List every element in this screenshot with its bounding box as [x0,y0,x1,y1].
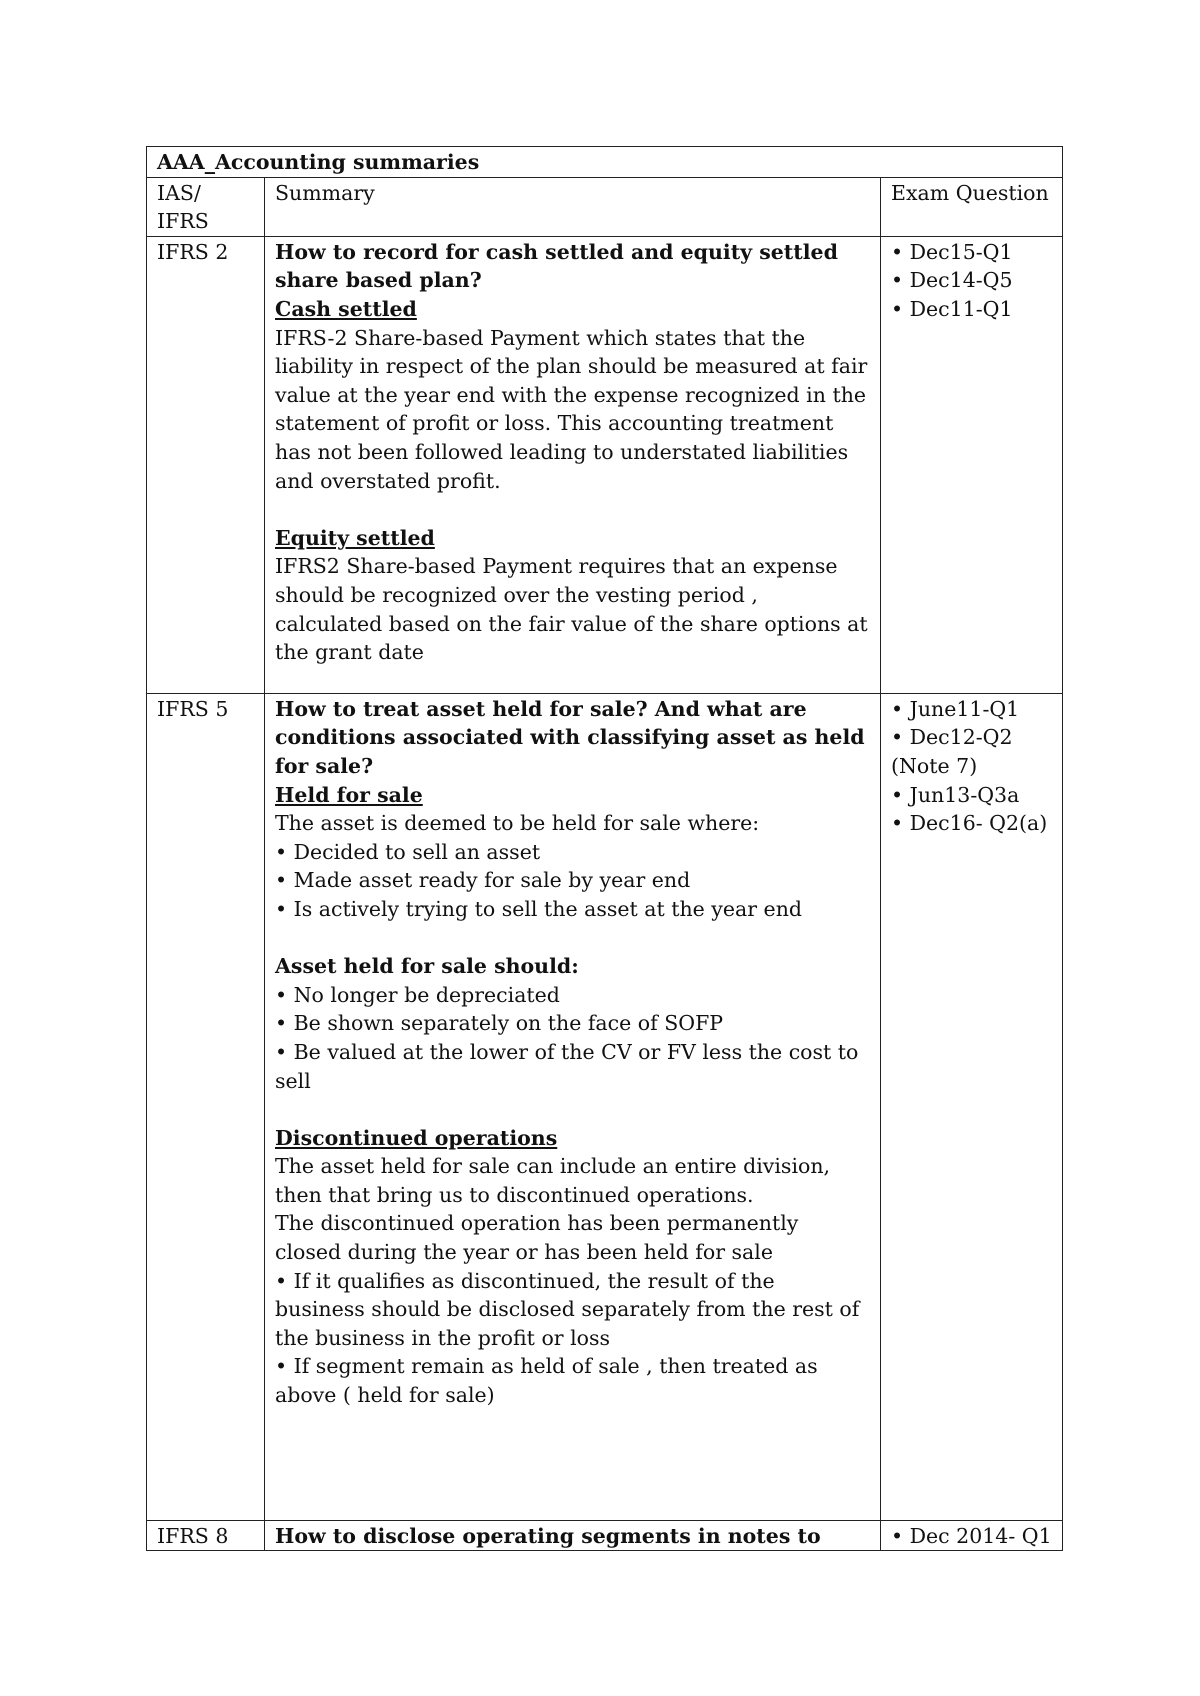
row-exam-questions [881,693,1063,1520]
section-text: The asset is deemed to be held for sale where: [275,811,760,836]
bullet-icon [891,811,910,835]
exam-question-item: • Dec14-Q5 [891,266,1052,295]
exam-question-item: • Dec15-Q1 [891,238,1052,267]
exam-question-item: • Dec 2014- Q1 [891,1522,1052,1551]
section-text: IFRS2 Share-based Payment requires that an expense should be recognized over the vesting period , calculated based on the fair value of the share options at the grant date [275,554,868,665]
section-text: IFRS-2 Share-based Payment which states that the liability in respect of the plan should be measured at fair value at the year end with the expense recognized in the statement of profit or loss. This accounting treatment has not been followed leading to understated liabilities and overstated profit. [275,325,868,493]
list-item: • Decided to sell an asset [275,838,870,867]
list-item: • If it qualifies as discontinued, the result of the business should be disclosed separately from the rest of the business in the profit or loss [275,1267,870,1353]
row-standard: IFRS 8 [147,1520,265,1551]
exam-question-item: • June11-Q1 [891,695,1052,724]
row-question: How to disclose operating segments in notes to [275,1523,821,1548]
exam-question-item: • Dec12-Q2 (Note 7) [891,723,1052,780]
list-item: • Be shown separately on the face of SOFP [275,1009,870,1038]
bullet-icon [891,1524,910,1548]
section-heading: Cash settled [275,296,417,321]
section-text: The asset held for sale can include an entire division, then that bring us to discontinued operations. [275,1154,831,1207]
row-summary [265,236,881,693]
table-row [147,236,1063,693]
bullet-icon [891,297,910,321]
table-row [147,1520,1063,1551]
section-heading: Held for sale [275,782,423,807]
list-item: • Be valued at the lower of the CV or FV less the cost to sell [275,1038,870,1095]
header-standard: IAS/ IFRS [147,177,265,236]
list-item: • Made asset ready for sale by year end [275,866,870,895]
list-item: • If segment remain as held of sale , then treated as above ( held for sale) [275,1352,870,1409]
list-item: • Is actively trying to sell the asset at the year end [275,895,870,924]
table-row [147,693,1063,1520]
row-summary [265,693,881,1520]
bullet-icon [891,240,910,264]
exam-question-item: • Jun13-Q3a [891,781,1052,810]
row-exam-questions [881,1520,1063,1551]
header-summary: Summary [265,177,881,236]
table-title-row [147,147,1063,178]
header-exam-question: Exam Question [881,177,1063,236]
row-summary [265,1520,881,1551]
bullet-icon [891,697,910,721]
section-text: The discontinued operation has been permanently closed during the year or has been held for sale [275,1211,799,1265]
section-heading: Discontinued operations [275,1125,558,1150]
exam-question-item: • Dec11-Q1 [891,295,1052,324]
summary-table [146,146,1063,1551]
bullet-icon [891,725,910,749]
list-item: • No longer be depreciated [275,981,870,1010]
bullet-icon [891,268,910,292]
table-title: AAA_Accounting summaries [147,147,1063,178]
row-standard: IFRS 2 [147,236,265,693]
row-question: How to treat asset held for sale? And what are conditions associated with classifying asset as held for sale? [275,696,865,778]
table-header-row [147,177,1063,236]
bullet-icon [891,783,910,807]
section-heading: Asset held for sale should: [275,954,579,979]
section-heading: Equity settled [275,525,435,550]
row-standard: IFRS 5 [147,693,265,1520]
row-question: How to record for cash settled and equity settled share based plan? [275,239,838,293]
row-exam-questions [881,236,1063,693]
exam-question-item: • Dec16- Q2(a) [891,809,1052,838]
